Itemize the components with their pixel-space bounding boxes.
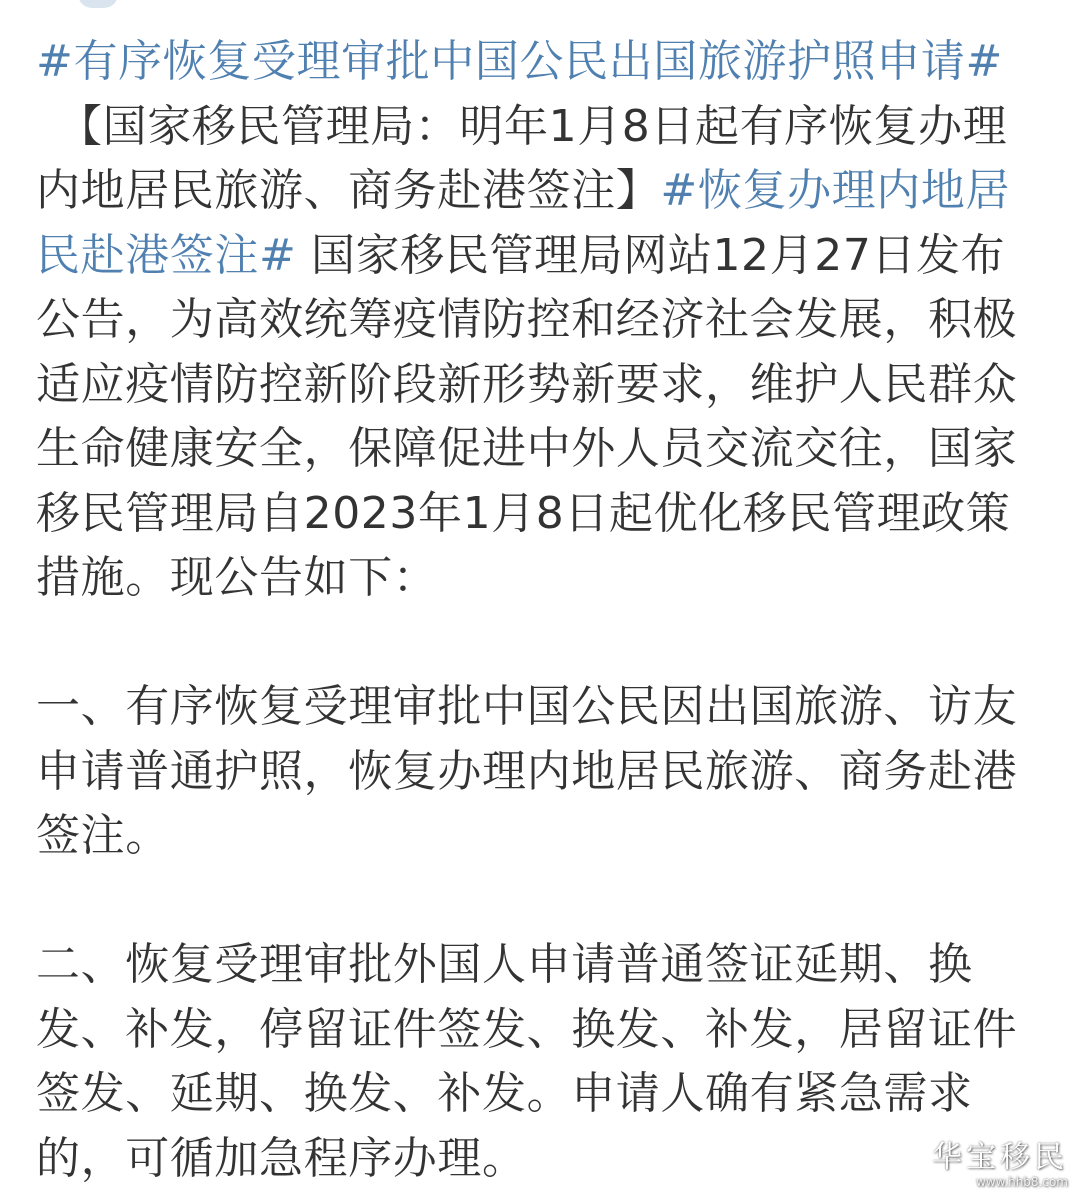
- watermark: [932, 1141, 1068, 1189]
- announcement-text: 国家移民管理局网站12月27日发布公告，为高效统筹疫情防控和经济社会发展，积极适应疫情防控新阶段新形势新要求，维护人民群众生命健康安全，保障促进中外人员交流交往，国家移民管理局自2023年1月8日起优化移民管理政策措施。现公告如下：: [36, 229, 1018, 603]
- avatar-edge: [78, 0, 118, 8]
- lead-headline: 【国家移民管理局：明年1月8日起有序恢复办理内地居民旅游、商务赴港签注】: [36, 100, 1008, 216]
- topic-link-passport[interactable]: #有序恢复受理审批中国公民出国旅游护照申请#: [36, 36, 1003, 87]
- post-paragraph-intro: [36, 30, 1048, 611]
- paragraph-spacer: [36, 869, 1048, 934]
- post-content: [36, 30, 1048, 1191]
- post-paragraph-item-2: 二、恢复受理审批外国人申请普通签证延期、换发、补发，停留证件签发、换发、补发，居留证件签发、延期、换发、补发。申请人确有紧急需求的，可循加急程序办理。: [36, 939, 1018, 1184]
- watermark-name: 华宝移民: [932, 1140, 1068, 1175]
- topic-link-hk-endorsement[interactable]: #恢复办理内地居民赴港签注#: [36, 165, 1011, 281]
- watermark-url: www.hhb8.com: [975, 1175, 1068, 1189]
- paragraph-spacer: [36, 611, 1048, 676]
- post-paragraph-item-1: 一、有序恢复受理审批中国公民因出国旅游、访友申请普通护照，恢复办理内地居民旅游、商务赴港签注。: [36, 681, 1018, 861]
